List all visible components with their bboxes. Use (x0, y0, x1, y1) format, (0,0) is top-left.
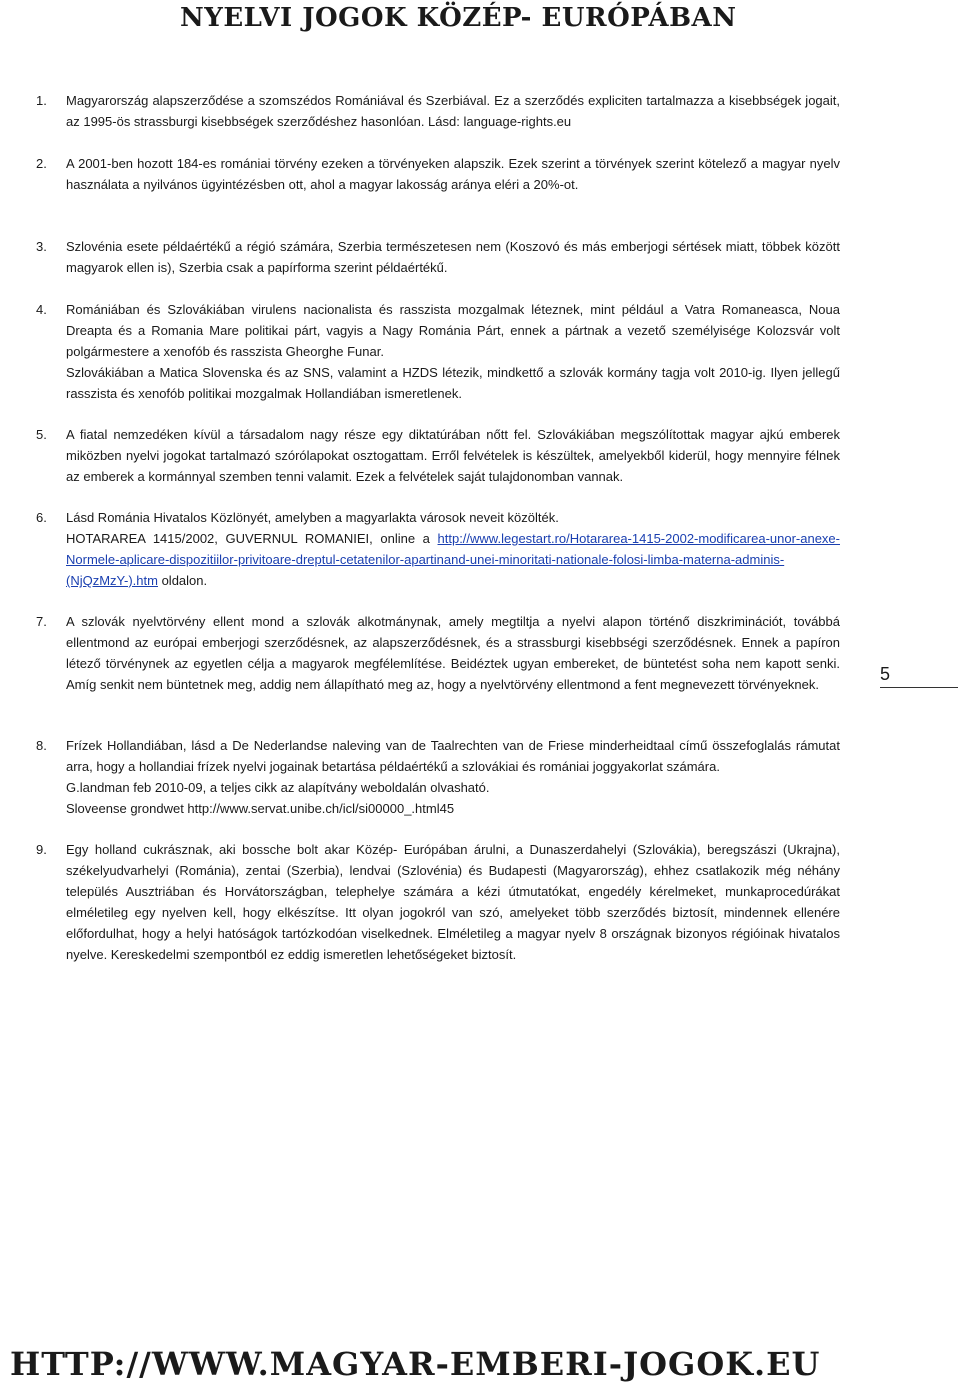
item-text: A fiatal nemzedéken kívül a társadalom nagy része egy diktatúrában nőtt fel. Szlovákiában megszólítottak magyar ajkú emberek miközben nyelvi jogokat tartalmazó szórólapokat osztogattam. Erről felvételek is készültek, amelyekből kiderül, hogy mennyire félnek az emberek a kormánnyal szemben tenni valamit. Ezek a felvételek saját tulajdonomban vannak. (66, 427, 840, 484)
item-text: Lásd Románia Hivatalos Közlönyét, amelyben a magyarlakta városok neveit közölték. (66, 510, 559, 525)
item-text: A szlovák nyelvtörvény ellent mond a szlovák alkotmánynak, amely megtiltja a nyelvi alapon történő diszkriminációt, továbbá ellentmond az európai emberjogi szerződésnek, az alapszerződésnek, és a strassburgi kisebbségi szerződésnek. Ennek a papíron létező törvénynek az egyetlen célja a magyarok megfélemlítése. Beidéztek ugyan embereket, de büntetést soha nem kapott senki. Amíg senkit nem büntetnek meg, addig nem állapítható meg az, hogy a nyelvtörvény ellentmond a fent megnevezett törvényeknek. (66, 614, 840, 692)
item-number: 8. (36, 738, 47, 753)
item-text: Sloveense grondwet http://www.servat.unibe.ch/icl/si00000_.html45 (66, 801, 455, 816)
item-text: Szlovákiában a Matica Slovenska és az SNS, valamint a HZDS létezik, mindkettő a szlovák kormány tagja volt 2010-ig. Ilyen jellegű rasszista és xenofób politikai mozgalmak Hollandiában ismeretlenek. (66, 365, 840, 401)
item-number: 4. (36, 302, 47, 317)
item-text: Szlovénia esete példaértékű a régió számára, Szerbia természetesen nem (Koszovó és más emberjogi sértések miatt, többek között magyarok ellen is), Szerbia csak a papírforma szerint példaértékű. (66, 239, 840, 275)
item-text: Magyarország alapszerződése a szomszédos Romániával és Szerbiával. Ez a szerződés expliciten tartalmazza a kisebbségek jogait, az 1995-ös strassburgi kisebbségek szerződéshez hasonlóan. Lásd: language-rights.eu (66, 93, 840, 129)
item-number: 9. (36, 842, 47, 857)
item-text: oldalon. (157, 573, 208, 588)
footer-url: HTTP://WWW.MAGYAR-EMBERI-JOGOK.EU (10, 1345, 821, 1383)
item-text: Frízek Hollandiában, lásd a De Nederlandse naleving van de Taalrechten van de Friese minderheidtaal című összefoglalás rámutat arra, hogy a hollandiai frízek nyelvi jogainak betartása példaértékű a szlovákiai és romániai joggyakorlat számára. (66, 738, 840, 774)
item-number: 6. (36, 510, 47, 525)
page-number: 5 (880, 664, 958, 688)
item-text: A 2001-ben hozott 184-es romániai törvény ezeken a törvényeken alapszik. Ezek szerint a törvények szerint kötelező a magyar nyelv használata a nyilvános ügyintézésben ott, ahol a magyar lakosság aránya eléri a 20%-ot. (66, 156, 840, 192)
list-item (36, 299, 840, 404)
item-number: 7. (36, 614, 47, 629)
list-item (36, 839, 840, 965)
list-item (36, 236, 840, 278)
list-item (36, 735, 840, 819)
item-text: G.landman feb 2010-09, a teljes cikk az alapítvány weboldalán olvasható. (66, 780, 490, 795)
item-text: Egy holland cukrásznak, aki bossche bolt akar Közép- Európában árulni, a Dunaszerdahelyi (Szlovákia), beregszászi (Ukrajna), székelyudvarhelyi (Románia), zentai (Szerbia), lendvai (Szlovénia) és Budapesti (Magyarország), ehhez csatlakozik még néhány település Ausztriában és Horvátországban, telephelye számára a kézi útmutatókat, engedély kérelmeket, munkaprocedúrákat elméletileg egy nyelven kell, hogy elkészítse. Itt olyan jogokról van szó, amelyeket több szerződés biztosít, mindennek ellenére előfordulhat, hogy a helyi hatóságok tartózkodóan viselkednek. Elméletileg a magyar nyelv 8 országnak bizonyos régióinak hivatalos nyelve. Kereskedelmi szempontból ez eddig ismeretlen lehetőségeket biztosít. (66, 842, 840, 962)
item-number: 5. (36, 427, 47, 442)
item-number: 2. (36, 156, 47, 171)
item-number: 1. (36, 93, 47, 108)
page-title: NYELVI JOGOK KÖZÉP- EURÓPÁBAN (180, 3, 737, 33)
list-item (36, 90, 840, 132)
gazette-link[interactable]: http://www.legestart.ro/Hotararea-1415-2002-modificarea-unor-anexe-Normele-aplicare-dispozitiilor-privitoare-dreptul-cetatenilor-apartinand-unei-minoritati-nationale-folosi-limba-materna-adminis-(NjQzMzY-).htm (66, 531, 840, 588)
list-item (36, 153, 840, 195)
item-number: 3. (36, 239, 47, 254)
item-text: Romániában és Szlovákiában virulens nacionalista és rasszista mozgalmak léteznek, mint például a Vatra Romaneasca, Noua Dreapta és a Romania Mare politikai párt, vagyis a Nagy Románia Párt, ennek a pártnak a vezető személyisége Kolozsvár volt polgármestere a xenofób és rasszista Gheorghe Funar. (66, 302, 840, 359)
list-item (36, 611, 840, 695)
item-text: HOTARAREA 1415/2002, GUVERNUL ROMANIEI, online a (66, 531, 438, 546)
list-item (36, 424, 840, 487)
list-item (36, 507, 840, 591)
